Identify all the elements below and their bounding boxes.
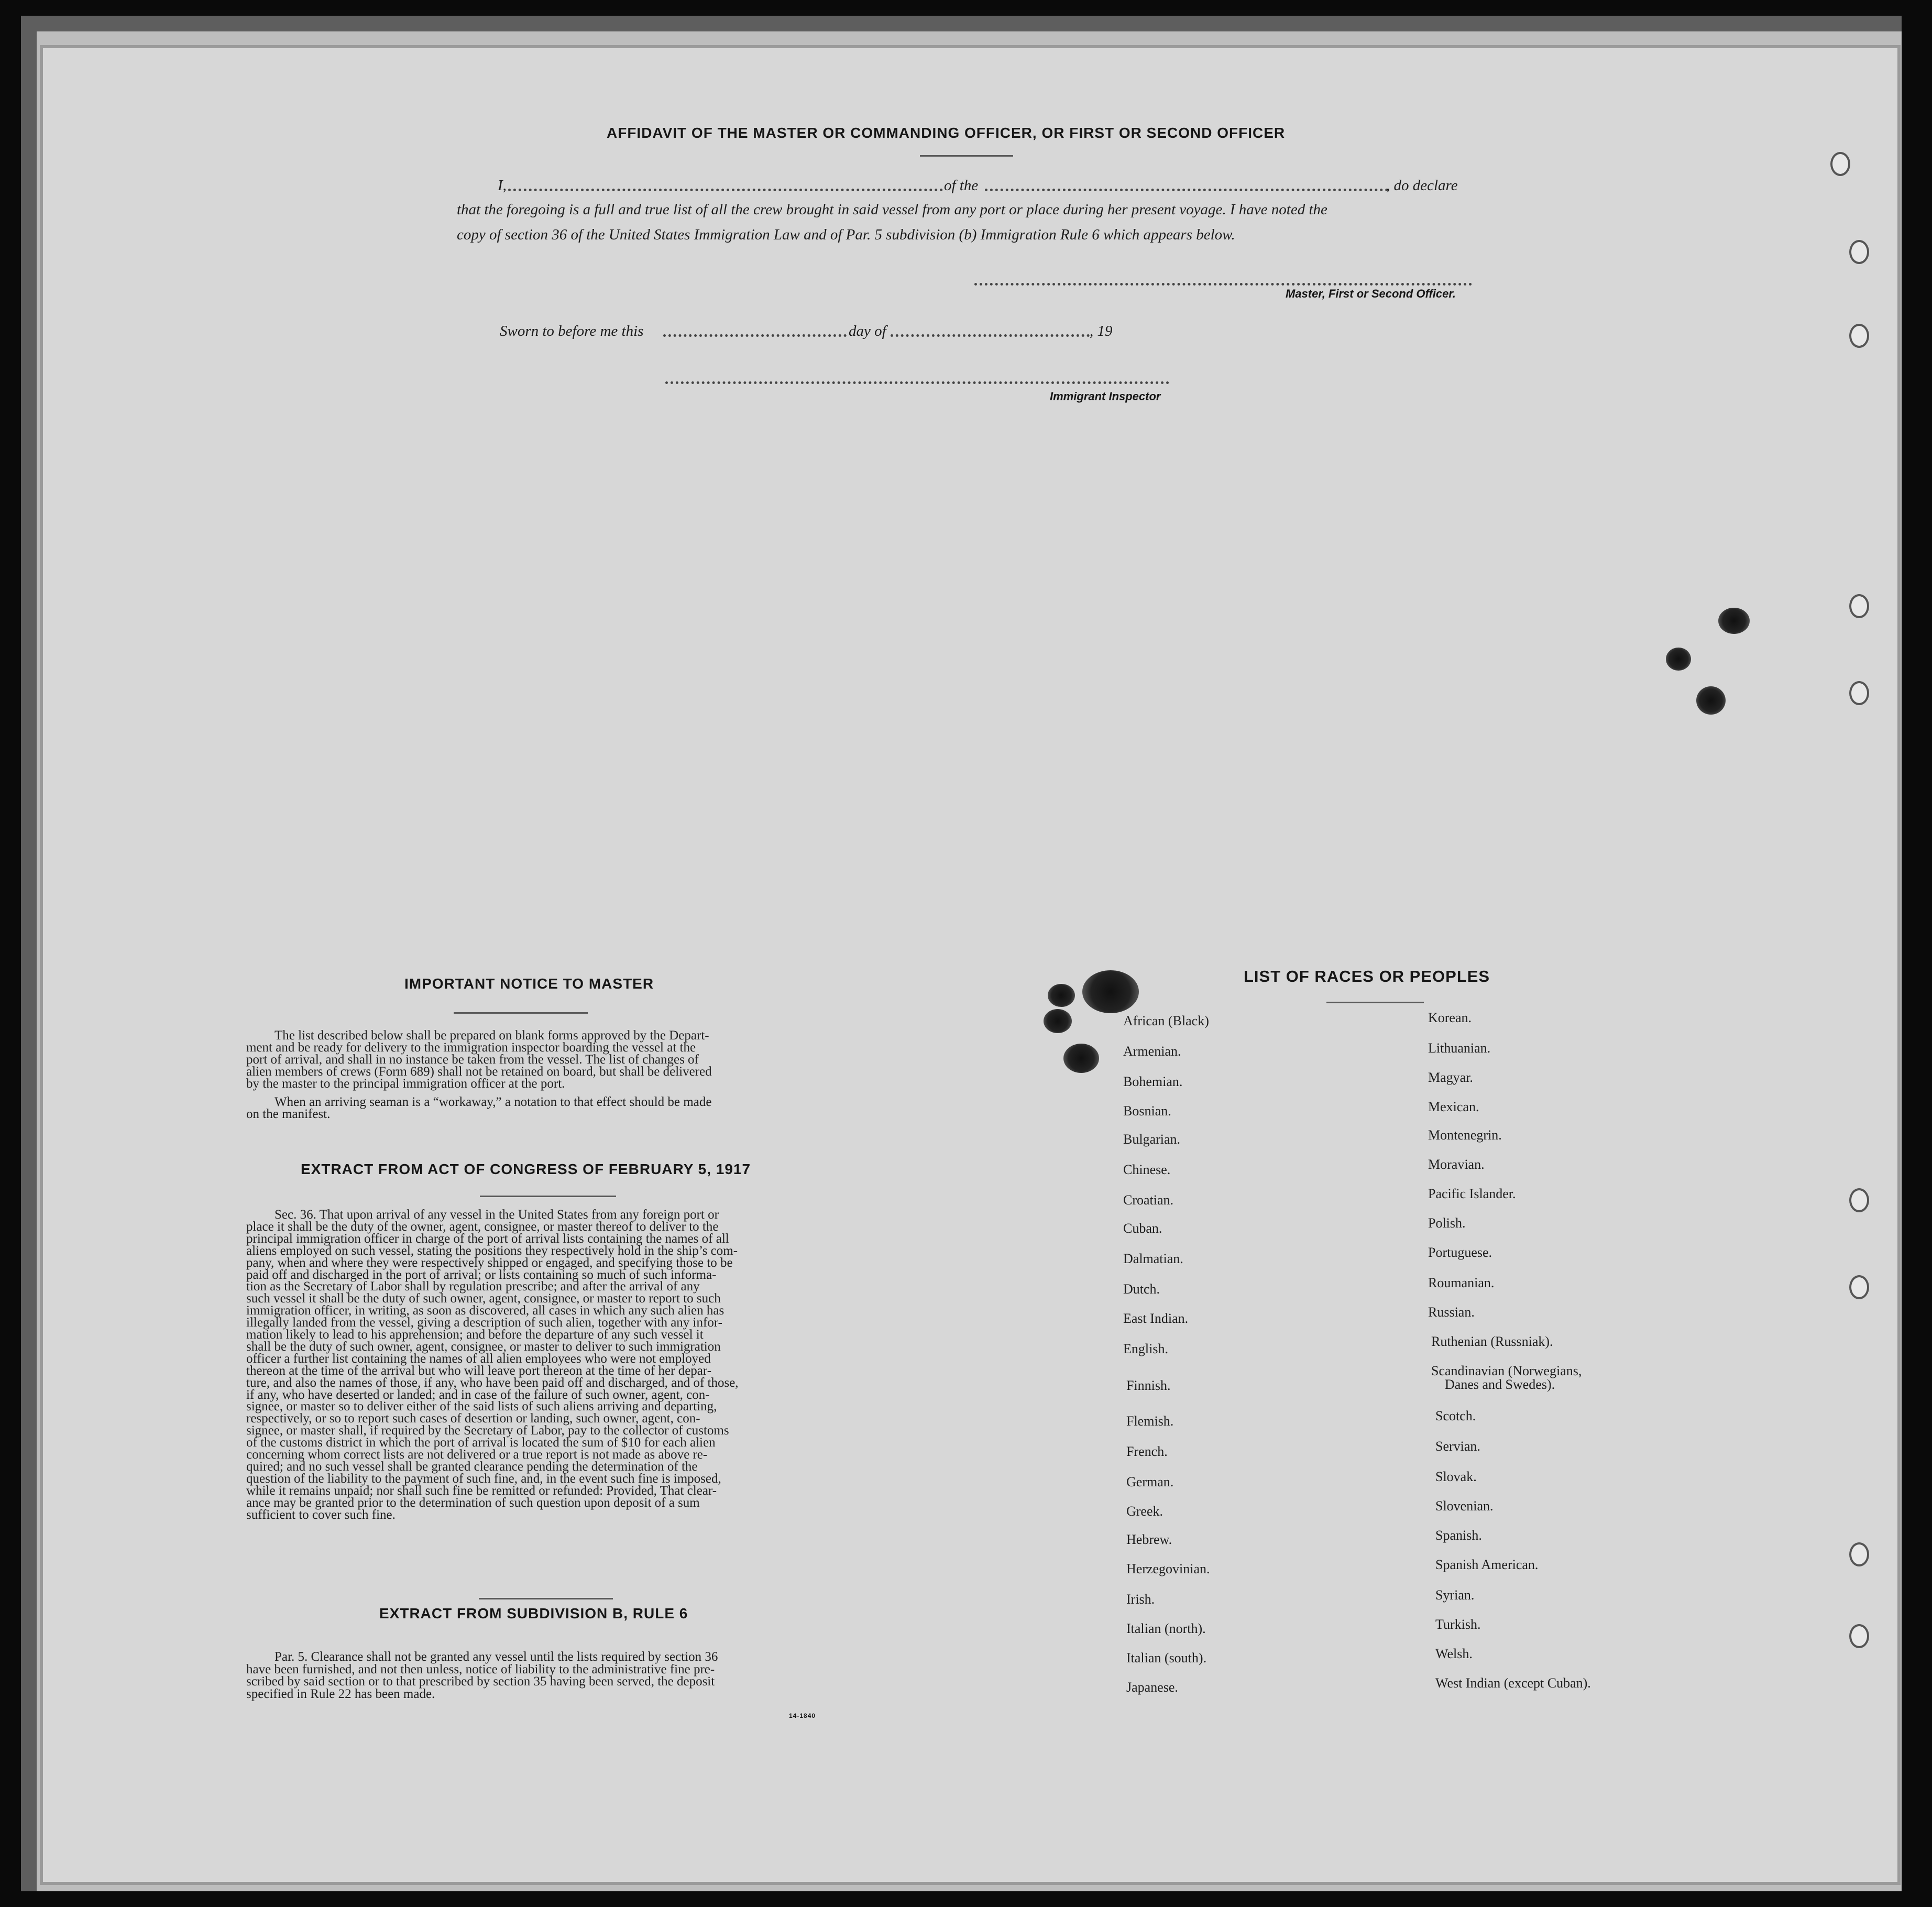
- race-item: Welsh.: [1435, 1646, 1473, 1661]
- race-item: Spanish.: [1435, 1528, 1482, 1543]
- text-line: while it remains unpaid; nor shall such fine be remitted or refunded: Provided, That clear-: [246, 1483, 717, 1498]
- divider: [480, 1196, 616, 1197]
- divider: [479, 1598, 613, 1599]
- race-item: Magyar.: [1428, 1070, 1473, 1085]
- race-item: Syrian.: [1435, 1587, 1475, 1603]
- divider: [454, 1012, 588, 1014]
- sworn-year: , 19: [1090, 323, 1113, 339]
- text-line: illegally landed from the vessel, giving a description of such alien, together with any infor-: [246, 1316, 722, 1330]
- race-item: Irish.: [1126, 1592, 1155, 1607]
- race-item: Pacific Islander.: [1428, 1186, 1516, 1201]
- ink-blot: [1048, 984, 1075, 1007]
- race-item: Chinese.: [1123, 1162, 1171, 1177]
- race-item: Korean.: [1428, 1010, 1472, 1025]
- race-item: Montenegrin.: [1428, 1127, 1502, 1143]
- inspector-blank[interactable]: [665, 381, 1169, 384]
- race-item: Portuguese.: [1428, 1245, 1492, 1260]
- inspector-label: Immigrant Inspector: [1050, 390, 1161, 403]
- punch-hole: [1830, 152, 1850, 176]
- race-item: Slovenian.: [1435, 1498, 1494, 1514]
- race-item: German.: [1126, 1474, 1174, 1489]
- race-item: Herzegovinian.: [1126, 1561, 1210, 1576]
- text-line: of the customs district in which the port of arrival is located the sum of $10 for each alien: [246, 1435, 716, 1450]
- text-line: sufficient to cover such fine.: [246, 1507, 396, 1522]
- name-blank[interactable]: [508, 189, 943, 191]
- divider: [1326, 1002, 1424, 1003]
- punch-hole: [1849, 324, 1869, 348]
- text-line: ture, and also the names of those, if any, who have been paid off and discharged, and of those,: [246, 1375, 739, 1390]
- race-item: Japanese.: [1126, 1680, 1178, 1695]
- text-line: signee, or master so to deliver either of the said lists of such aliens arriving and departing,: [246, 1399, 717, 1414]
- notice-line: ment and be ready for delivery to the immigration inspector boarding the vessel at the: [246, 1040, 696, 1055]
- race-item: Italian (south).: [1126, 1650, 1207, 1665]
- ink-blot: [1044, 1009, 1072, 1033]
- notice-line: on the manifest.: [246, 1107, 331, 1121]
- text-line: Par. 5. Clearance shall not be granted any vessel until the lists required by section 36: [275, 1650, 718, 1664]
- race-item: Bohemian.: [1123, 1074, 1183, 1089]
- race-item: Lithuanian.: [1428, 1040, 1491, 1056]
- text-line: signee, or master shall, if required by the Secretary of Labor, pay to the collector of customs: [246, 1423, 729, 1438]
- punch-hole: [1849, 1624, 1869, 1648]
- race-item: Italian (north).: [1126, 1621, 1206, 1636]
- text-line: quired; and no such vessel shall be granted clearance pending the determination of the: [246, 1459, 698, 1474]
- race-item: Spanish American.: [1435, 1557, 1539, 1572]
- notice-line: by the master to the principal immigration officer at the port.: [246, 1077, 565, 1091]
- notice-title: IMPORTANT NOTICE TO MASTER: [404, 976, 654, 992]
- signature-blank[interactable]: [974, 283, 1472, 286]
- sworn-day: day of: [849, 323, 886, 339]
- race-item: Russian.: [1428, 1305, 1475, 1320]
- punch-hole: [1849, 1188, 1869, 1212]
- affidavit-line1-end: , do declare: [1386, 177, 1458, 194]
- notice-line: alien members of crews (Form 689) shall not be retained on board, but shall be delivered: [246, 1065, 712, 1079]
- sworn-start: Sworn to before me this: [500, 323, 644, 339]
- affidavit-line1-of: of the: [944, 177, 979, 194]
- race-item: Scotch.: [1435, 1408, 1476, 1423]
- signature-label: Master, First or Second Officer.: [1286, 287, 1456, 300]
- race-item: Cuban.: [1123, 1221, 1162, 1236]
- race-item: Ruthenian (Russniak).: [1431, 1334, 1553, 1349]
- punch-hole: [1849, 681, 1869, 705]
- text-line: immigration officer, in writing, as soon as discovered, all cases in which any such alien has: [246, 1303, 724, 1318]
- race-item: Mexican.: [1428, 1099, 1479, 1114]
- affidavit-line2: that the foregoing is a full and true list of all the crew brought in said vessel from any port or place during her present voyage. I have noted the: [457, 201, 1327, 218]
- notice-line: port of arrival, and shall in no instance be taken from the vessel. The list of changes of: [246, 1053, 699, 1067]
- race-item: West Indian (except Cuban).: [1435, 1675, 1591, 1691]
- text-line: tion as the Secretary of Labor shall by regulation prescribe; and after the arrival of any: [246, 1279, 700, 1294]
- affidavit-line3: copy of section 36 of the United States Immigration Law and of Par. 5 subdivision (b) Immigration Rule 6 which appears below.: [457, 226, 1235, 243]
- race-item: East Indian.: [1123, 1311, 1189, 1326]
- text-line: paid off and discharged in the port of arrival; or lists containing so much of such informa-: [246, 1267, 717, 1282]
- race-item: Moravian.: [1428, 1157, 1485, 1172]
- punch-hole: [1849, 1275, 1869, 1299]
- text-line: Sec. 36. That upon arrival of any vessel in the United States from any foreign port or: [275, 1208, 719, 1222]
- ink-blot: [1063, 1044, 1099, 1073]
- race-item: Dalmatian.: [1123, 1251, 1183, 1266]
- race-item: French.: [1126, 1444, 1168, 1459]
- race-item: Dutch.: [1123, 1281, 1160, 1297]
- affidavit-title: AFFIDAVIT OF THE MASTER OR COMMANDING OFFICER, OR FIRST OR SECOND OFFICER: [607, 125, 1286, 141]
- race-item: Bulgarian.: [1123, 1132, 1181, 1147]
- text-line: place it shall be the duty of the owner, agent, consignee, or master thereof to deliver to the: [246, 1219, 719, 1234]
- races-title: LIST OF RACES OR PEOPLES: [1244, 967, 1490, 985]
- race-item: Turkish.: [1435, 1617, 1481, 1632]
- text-line: principal immigration officer in charge of the port of arrival lists containing the names of all: [246, 1231, 729, 1246]
- punch-hole: [1849, 240, 1869, 264]
- notice-line: The list described below shall be prepared on blank forms approved by the Depart-: [275, 1028, 709, 1043]
- race-item: Croatian.: [1123, 1192, 1174, 1208]
- text-line: concerning whom correct lists are not delivered or a true report is not made as above re-: [246, 1448, 708, 1462]
- race-item: Roumanian.: [1428, 1275, 1495, 1290]
- ink-blot: [1718, 608, 1750, 634]
- rule-title: EXTRACT FROM SUBDIVISION B, RULE 6: [379, 1605, 688, 1621]
- affidavit-line1-start: I,: [498, 177, 507, 194]
- race-item: Polish.: [1428, 1215, 1466, 1231]
- day-blank[interactable]: [663, 334, 847, 337]
- race-item: English.: [1123, 1341, 1168, 1356]
- act-title: EXTRACT FROM ACT OF CONGRESS OF FEBRUARY 5, 1917: [301, 1161, 751, 1177]
- month-blank[interactable]: [891, 334, 1090, 337]
- document-page: [43, 48, 1897, 1882]
- text-line: aliens employed on such vessel, stating the positions they respectively hold in the ship’s com-: [246, 1243, 738, 1258]
- text-line: such vessel it shall be the duty of such owner, agent, consignee, or master to report to such: [246, 1291, 721, 1306]
- ink-blot: [1666, 648, 1691, 671]
- race-item: Servian.: [1435, 1439, 1480, 1454]
- text-line: officer a further list containing the names of all alien employees who were not employed: [246, 1351, 711, 1366]
- vessel-blank[interactable]: [985, 189, 1388, 191]
- race-item: Bosnian.: [1123, 1103, 1171, 1119]
- race-item: Greek.: [1126, 1504, 1163, 1519]
- race-item: Armenian.: [1123, 1044, 1181, 1059]
- notice-line: When an arriving seaman is a “workaway,” a notation to that effect should be made: [275, 1095, 712, 1109]
- punch-hole: [1849, 594, 1869, 618]
- ink-blot: [1696, 686, 1726, 715]
- text-line: ance may be granted prior to the determination of such question upon deposit of a sum: [246, 1495, 700, 1510]
- text-line: question of the liability to the payment of such fine, and, in the event such fine is imposed,: [246, 1471, 721, 1486]
- text-line: thereon at the time of the arrival but who will leave port thereon at the time of her depar-: [246, 1363, 712, 1378]
- divider: [920, 155, 1013, 157]
- text-line: if any, who have deserted or landed; and in case of the failure of such owner, agent, con-: [246, 1387, 710, 1402]
- race-item: Flemish.: [1126, 1413, 1174, 1429]
- text-line: specified in Rule 22 has been made.: [246, 1686, 435, 1701]
- race-item: Slovak.: [1435, 1469, 1477, 1484]
- text-line: pany, when and where they were respectively shipped or engaged, and specifying those to be: [246, 1255, 733, 1270]
- race-item: Hebrew.: [1126, 1532, 1172, 1547]
- ink-blot: [1082, 970, 1139, 1013]
- punch-hole: [1849, 1542, 1869, 1566]
- text-line: mation likely to lead to his apprehension; and before the departure of any such vessel it: [246, 1328, 704, 1342]
- race-item: African (Black): [1123, 1013, 1209, 1028]
- text-line: shall be the duty of such owner, agent, consignee, or master to deliver to such immigration: [246, 1339, 721, 1354]
- text-line: have been furnished, and not then unless, notice of liability to the administrative fine pre-: [246, 1662, 715, 1676]
- text-line: respectively, or so to report such cases of desertion or landing, such owner, agent, con-: [246, 1411, 700, 1426]
- race-item: Finnish.: [1126, 1378, 1171, 1393]
- race-item: Danes and Swedes).: [1445, 1377, 1555, 1392]
- form-number: 14-1840: [789, 1712, 816, 1719]
- race-item: Scandinavian (Norwegians,: [1431, 1363, 1582, 1378]
- text-line: scribed by said section or to that prescribed by section 35 having been served, the deposit: [246, 1674, 715, 1689]
